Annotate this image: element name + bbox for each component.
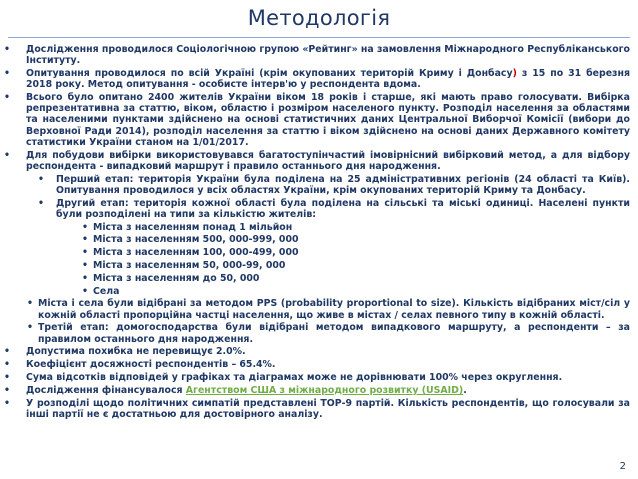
list-item-parties: [4, 397, 630, 420]
bullet-icon: •: [4, 397, 10, 409]
list-item-type-3: [82, 247, 613, 259]
item-text: Міста з населенням 500, 000-999, 000: [93, 234, 299, 246]
item-text: Міста з населенням до 50, 000: [93, 272, 260, 284]
list-item-type-4: [82, 260, 613, 271]
item-text: Дослідження проводилося Соціологічною групою «Рейтинг» на замовлення Міжнародного Республіканського Інституту.: [26, 44, 630, 67]
item-text: Коефіцієнт досяжності респондентів – 65.4%.: [26, 359, 276, 371]
list-item-rounding: [4, 371, 630, 383]
list-item-stage-1: [38, 173, 630, 196]
item-text: Міста і села були відібрані за методом PPS (probability proportional to size). Кількість відібраних міст/сіл у кожній області пропорційна частці населення, що живе в містах / селах певного типу в кожній області.: [38, 298, 630, 321]
list-item-commissioner: [4, 44, 630, 67]
list-item-fieldwork: [4, 68, 630, 91]
list-item-type-6: [82, 285, 613, 297]
list-item-sample: [4, 92, 630, 148]
list-item-type-5: [82, 272, 613, 284]
item-text: Допустима похибка не перевищує 2.0%.: [26, 346, 246, 358]
list-item-funding: [4, 384, 630, 396]
bullet-icon: •: [4, 149, 10, 161]
item-text-red: ): [512, 68, 517, 79]
list-item-sampling-method: [4, 149, 630, 172]
bullet-icon: •: [38, 197, 44, 209]
bullet-icon: •: [82, 221, 88, 233]
list-item-stage-3: [27, 322, 630, 345]
bullet-icon: •: [27, 322, 33, 334]
title-divider: [8, 37, 630, 38]
list-item-stage-2: [38, 197, 630, 220]
bullet-icon: •: [4, 371, 10, 383]
methodology-list: [0, 44, 638, 422]
item-text: Третій етап: домогосподарства були відібрані методом випадкового маршруту, а респонденти – за правилом останнього дня народження.: [38, 322, 630, 345]
item-text: Другий етап: територія кожної області була поділена на сільські та міські одиниці. Населені пункти були розподілені на типи за кількістю жителів:: [56, 197, 630, 220]
list-item-margin-error: [4, 346, 630, 358]
list-item-response-rate: [4, 359, 630, 371]
page-title: Методологія: [247, 6, 391, 30]
bullet-icon: •: [4, 359, 10, 371]
list-item-pps: [27, 298, 630, 321]
bullet-icon: •: [82, 260, 88, 271]
list-item-type-1: [82, 221, 613, 233]
item-text: Міста з населенням понад 1 мільйон: [93, 221, 293, 233]
page-number: 2: [619, 461, 626, 472]
bullet-icon: •: [4, 44, 10, 55]
bullet-icon: •: [82, 272, 88, 284]
bullet-icon: •: [82, 247, 88, 259]
item-text: Міста з населенням 50, 000-99, 000: [93, 260, 286, 271]
item-text: .: [463, 384, 467, 396]
bullet-icon: •: [38, 173, 44, 185]
bullet-icon: •: [4, 346, 10, 358]
item-text: Всього було опитано 2400 жителів України віком 18 років і старше, які мають право голосувати. Вибірка репрезентативна за статтю, віком, областю і розміром населеного пункту. Розподіл населення за областями та населеними пунктами здійснено на основі статистичних даних Центральної Виборчої Комісії (вибори до Верховної Ради 2014), розподіл населення за статтю і віком здійснено на основі даних Державного комітету статистики України станом на 1/01/2017.: [26, 92, 630, 148]
bullet-icon: •: [82, 285, 88, 297]
item-text: Перший етап: територія України була поділена на 25 адміністративних регіонів (24 області та Київ). Опитування проводилося у всіх областях України, крім окупованих територій Криму та Донбасу.: [56, 173, 630, 196]
bullet-icon: •: [27, 298, 33, 310]
item-text: Міста з населенням 100, 000-499, 000: [93, 247, 299, 259]
bullet-icon: •: [4, 92, 10, 103]
bullet-icon: •: [4, 384, 10, 396]
item-text: Опитування проводилося по всій Україні (крім окупованих територій Криму і Донбасу: [26, 68, 513, 79]
usaid-link[interactable]: Агентством США з міжнародного розвитку (USAID): [185, 384, 464, 396]
bullet-icon: •: [4, 68, 10, 79]
item-text: Для побудови вибірки використовувався багатоступінчастий імовірнісний вибірковий метод, а для відбору респондента - випадковий маршрут і правило останнього дня народження.: [26, 149, 630, 172]
bullet-icon: •: [82, 234, 88, 246]
item-text: Села: [93, 285, 120, 297]
item-text: з 15 по 31 березня 2018 року. Метод опитування - особисте інтерв'ю у респондента вдома.: [26, 68, 630, 91]
item-text: Сума відсотків відповідей у графіках та діаграмах може не дорівнювати 100% через округлення.: [26, 371, 563, 383]
item-text: Дослідження фінансувалося: [26, 384, 186, 396]
list-item-type-2: [82, 234, 613, 246]
item-text: У розподілі щодо політичних симпатій представлені ТОР-9 партій. Кількість респондентів, що голосували за інші партії не є достатньою для достовірного аналізу.: [26, 397, 630, 420]
